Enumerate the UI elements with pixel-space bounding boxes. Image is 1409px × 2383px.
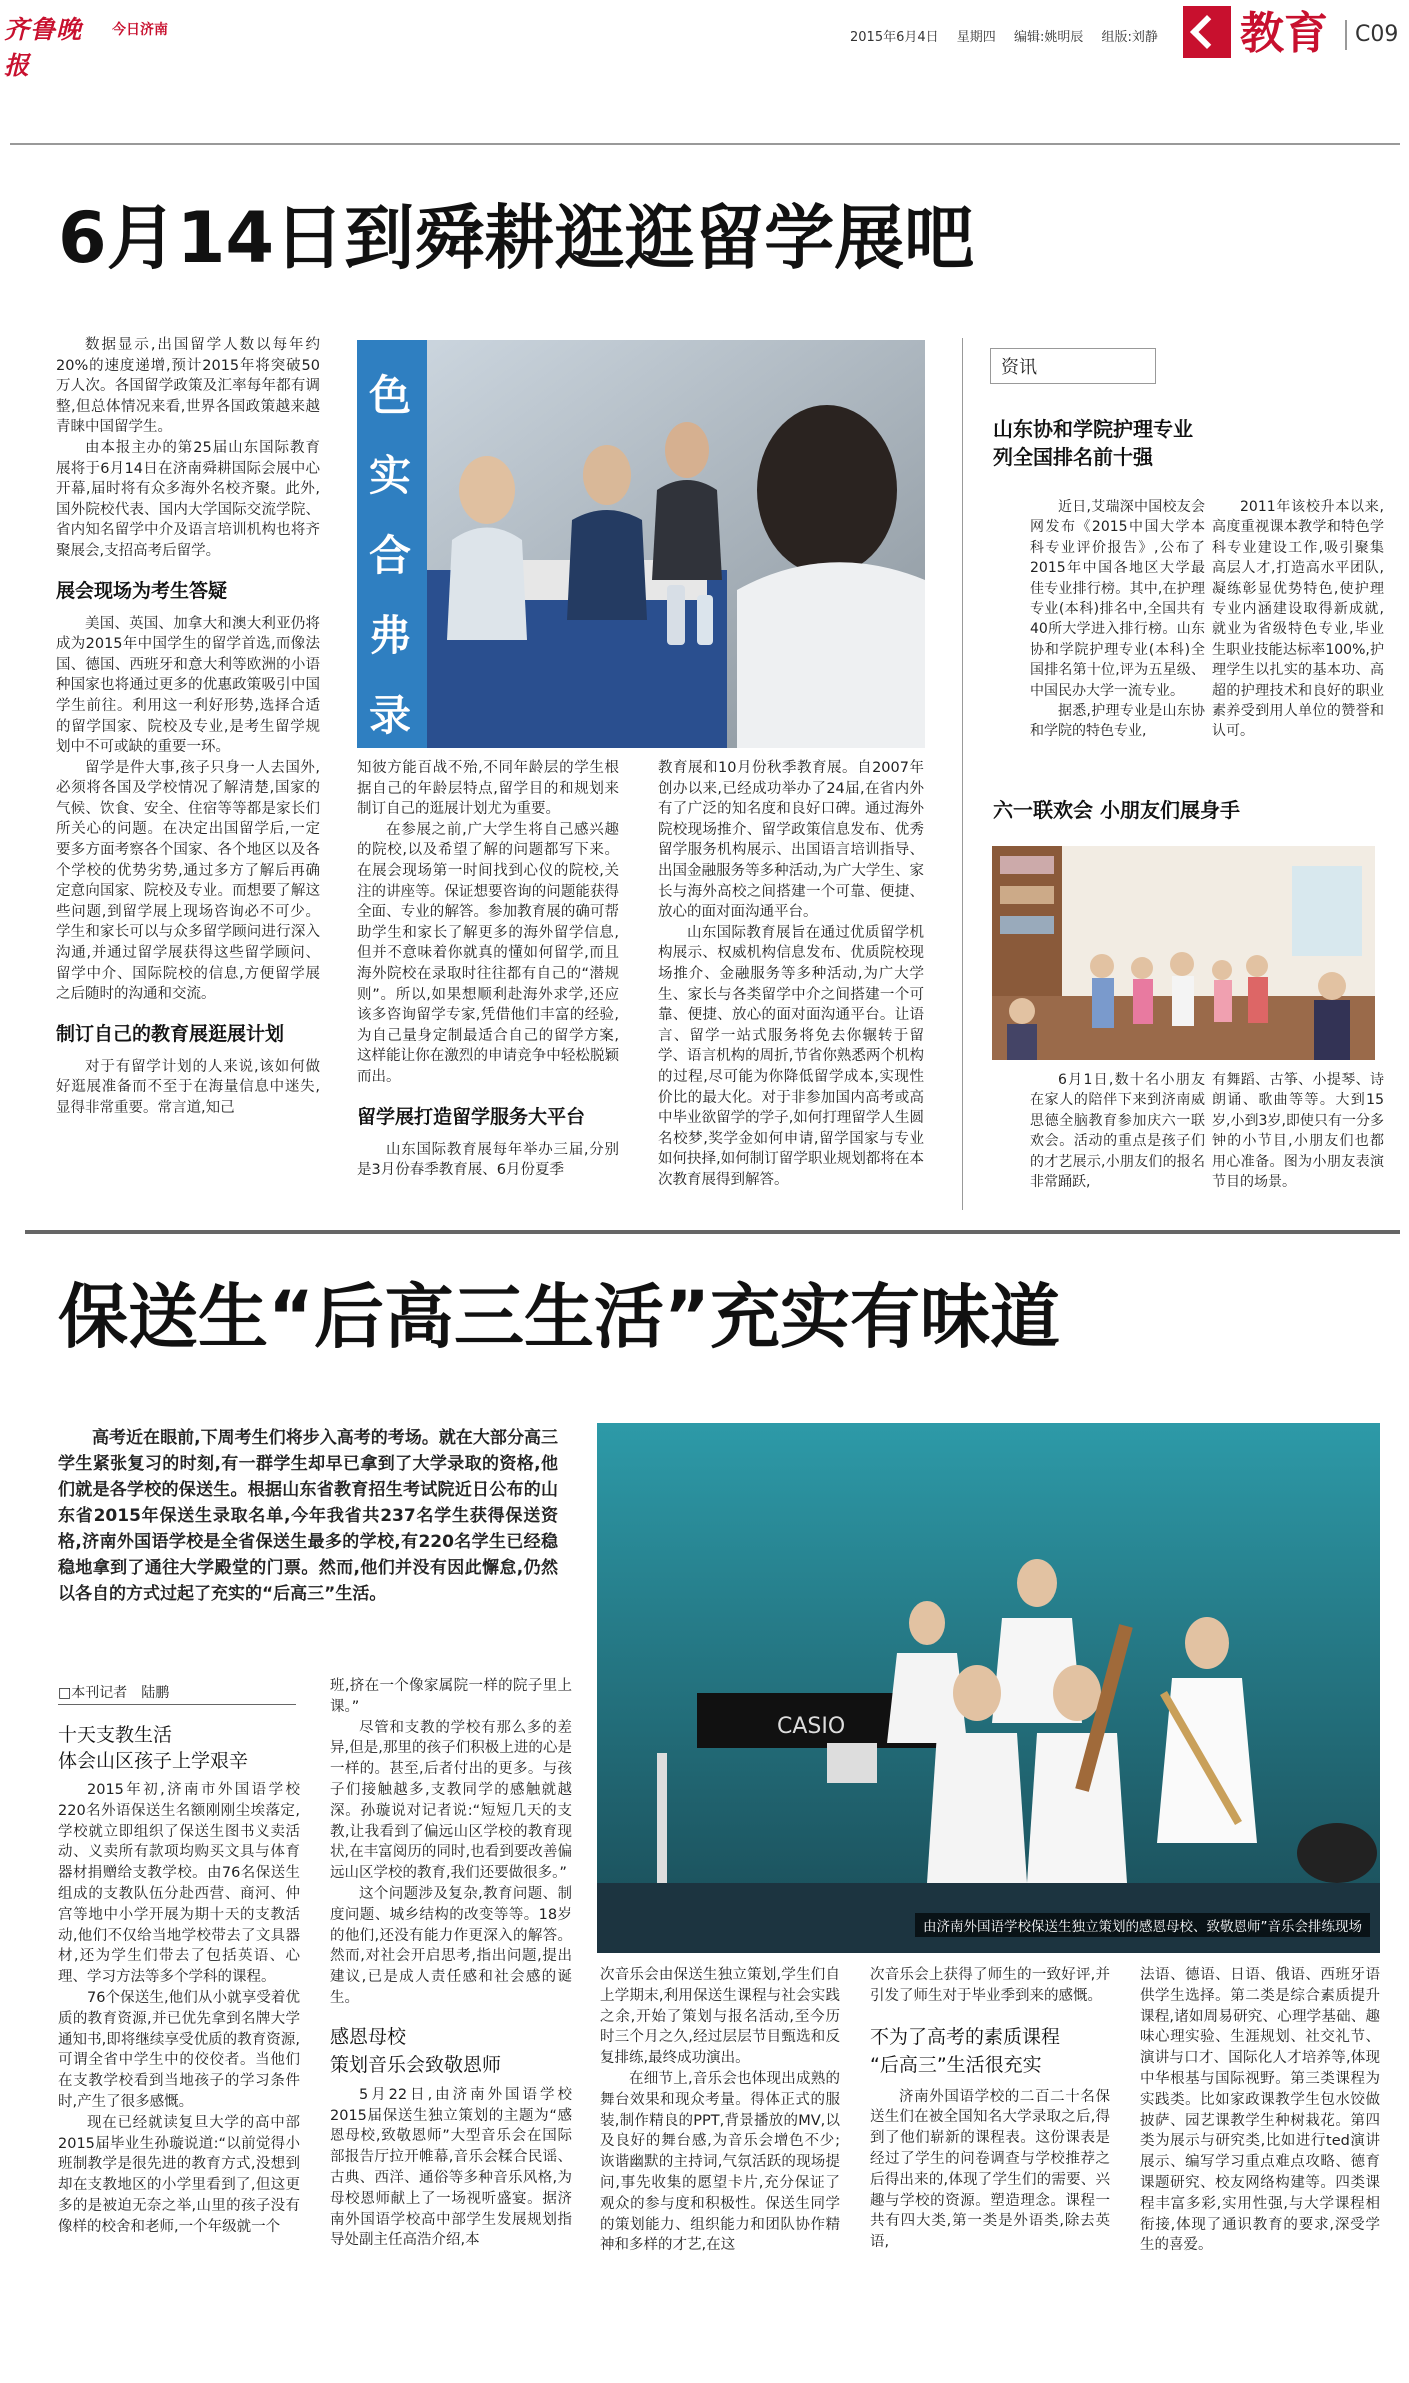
paragraph: 有舞蹈、古筝、小提琴、诗朗诵、歌曲等等。大到15岁,小到3岁,即使只有一分多钟的小节目,小朋友们也都用心准备。图为小朋友表演节目的场景。	[1212, 1072, 1384, 1191]
article2-intro	[58, 1425, 558, 1607]
subheading: 留学展打造留学服务大平台	[357, 1105, 586, 1128]
article1-headline: 6月14日到舜耕逛逛留学展吧	[58, 197, 975, 279]
subheading-line: 感恩母校	[330, 2025, 407, 2048]
subheading	[58, 1722, 300, 1774]
paragraph: 山东国际教育展旨在通过优质留学机构展示、权威机构信息发布、优质院校现场推介、金融服务等多种活动,为广大学生、家长与各类留学中介之间搭建一个可靠、便捷、放心的面对面沟通平台。让语言、留学一站式服务将免去你辗转于留学、语言机构的周折,节省你熟悉两个机构的过程,尽可能为你降低留学成本,实现性价比的最大化。对于非参加国内高考或高中毕业欲留学的学子,如何打理留学人生圆名校梦,奖学金如何申请,留学国家与专业如何抉择,如何制订留学职业规划都将在本次教育展得到解答。	[658, 924, 924, 1188]
svg-text:弗: 弗	[369, 611, 412, 660]
issue-date: 2015年6月4日	[850, 30, 939, 45]
paragraph: 数据显示,出国留学人数以每年约20%的速度递增,预计2015年将突破50万人次。各国留学政策及汇率每年都有调整,但总体情况来看,世界各国政策越来越青睐中国留学生。	[56, 337, 320, 436]
article2-column-2	[330, 1676, 572, 2251]
subheading-line: 不为了高考的素质课程	[870, 2025, 1061, 2048]
section-divider	[25, 1230, 1400, 1234]
news2-column-2	[1212, 1070, 1384, 1192]
paragraph: 5月22日,由济南外国语学校2015届保送生独立策划的主题为“感恩母校,致敬恩师”大型音乐会在国际部报告厅拉开帷幕,音乐会糅合民谣、古典、西洋、通俗等多种音乐风格,为母校恩师献上了一场视听盛宴。据济南外国语学校高中部学生发展规划指导处副主任高浩介绍,本	[330, 2086, 572, 2249]
news-label: 资讯	[990, 348, 1156, 384]
paragraph: 在细节上,音乐会也体现出成熟的舞台效果和现众考量。得体正式的服装,制作精良的PPT,背景播放的MV,以及良好的舞台感,为音乐会增色不少;诙谐幽默的主持词,气氛活跃的现场提问,事先收集的愿望卡片,充分保证了观众的参与度和积极性。保送生同学的策划能力、组织能力和团队协作精神和多样的才艺,在这	[600, 2070, 840, 2254]
subheading	[330, 2023, 572, 2079]
subheading-line: 体会山区孩子上学艰辛	[58, 1750, 249, 1772]
paragraph: 76个保送生,他们从小就享受着优质的教育资源,并已优先拿到名牌大学通知书,即将继续享受优质的教育资源,可谓全省中学生中的佼佼者。当他们在支教学校看到当地孩子的学习条件时,产生了很多感慨。	[58, 1989, 300, 2110]
paragraph: 这个问题涉及复杂,教育问题、制度问题、城乡结构的改变等等。18岁的他们,还没有能力作更深入的解答。然而,对社会开启思考,指出问题,提出建议,已是成人责任感和社会感的诞生。	[330, 1885, 572, 2006]
article1-column-1	[56, 335, 320, 1119]
issue-weekday: 星期四	[956, 30, 996, 45]
byline: □本刊记者 陆鹏	[58, 1682, 296, 1705]
section-arrow-icon	[1183, 6, 1231, 58]
children-party-illustration	[992, 846, 1375, 1060]
paragraph: 次音乐会上获得了师生的一致好评,并引发了师生对于毕业季到来的感慨。	[870, 1967, 1110, 2004]
svg-text:实: 实	[369, 451, 412, 500]
subheading: 制订自己的教育展逛展计划	[56, 1022, 285, 1045]
article1-column-2	[357, 758, 619, 1181]
education-fair-photo	[357, 340, 925, 748]
paragraph: 对于有留学计划的人来说,该如何做好逛展准备而不至于在海量信息中迷失,显得非常重要。常言道,知己	[56, 1058, 320, 1116]
news1-column-1	[1030, 497, 1205, 742]
paragraph: 美国、英国、加拿大和澳大利亚仍将成为2015年中国学生的留学首选,而像法国、德国、西班牙和意大利等欧洲的小语种国家也将通过更多的优惠政策吸引中国学生前往。利用这一利好形势,选择合适的留学国家、院校及专业,是考生留学规划中不可或缺的重要一环。	[56, 615, 320, 756]
header-divider	[10, 143, 1400, 145]
paragraph: 据悉,护理专业是山东协和学院的特色专业,	[1030, 703, 1205, 740]
news2-column-1	[1030, 1070, 1205, 1192]
newspaper-logo: 齐鲁晚报	[4, 15, 83, 80]
photo-caption: 由济南外国语学校保送生独立策划的感恩母校、致敬恩师”音乐会排练现场	[915, 1913, 1370, 1937]
concert-illustration	[597, 1423, 1380, 1953]
paragraph: 次音乐会由保送生独立策划,学生们自上学期末,利用保送生课程与社会实践之余,开始了策划与报名活动,至今历时三个月之久,经过层层节目甄选和反复排练,最终成功演出。	[600, 1967, 840, 2067]
news1-title-line: 山东协和学院护理专业	[993, 417, 1193, 441]
children-party-photo	[992, 846, 1375, 1060]
intro-paragraph: 高考近在眼前,下周考生们将步入高考的考场。就在大部分高三学生紧张复习的时刻,有一群学生却早已拿到了大学录取的资格,他们就是各学校的保送生。根据山东省教育招生考试院近日公布的山东省2015年保送生录取名单,今年我省共237名学生获得保送资格,济南外国语学校是全省保送生最多的学校,有220名学生已经稳稳地拿到了通往大学殿堂的门票。然而,他们并没有因此懈怠,仍然以各自的方式过起了充实的“后高三”生活。	[58, 1428, 558, 1604]
paragraph: 近日,艾瑞深中国校友会网发布《2015中国大学本科专业评价报告》,公布了2015年中国各地区大学最佳专业排行榜。其中,在护理专业(本科)排名中,全国共有40所大学进入排行榜。山东协和学院护理专业(本科)全国排名第十位,评为五星级、中国民办大学一流专业。	[1030, 499, 1205, 699]
paragraph: 教育展和10月份秋季教育展。自2007年创办以来,已经成功举办了24届,在省内外有了广泛的知名度和良好口碑。通过海外院校现场推介、留学政策信息发布、优秀留学服务机构展示、出国语言培训指导、出国金融服务等多种活动,为广大学生、家长与海外高校之间搭建一个可靠、便捷、放心的面对面沟通平台。	[658, 760, 924, 921]
news1-title	[993, 415, 1353, 471]
subheading: 展会现场为考生答疑	[56, 579, 228, 602]
paragraph: 留学是件大事,孩子只身一人去国外,必须将各国及学校情况了解清楚,国家的气候、饮食、安全、住宿等等都是家长们所关心的问题。在决定出国留学后,一定要多方面考察各个国家、各个地区以及各个学校的优势劣势,通过多方了解后再确定意向国家、院校及专业。而想要了解这些问题,到留学展上现场咨询必不可少。学生和家长可以与众多留学顾问进行深入沟通,并通过留学展获得这些留学顾问、留学中介、国际院校的信息,方便留学展之后随时的沟通和交流。	[56, 759, 320, 1003]
subheading	[870, 2023, 1110, 2079]
paragraph: 济南外国语学校的二百二十名保送生们在被全国知名大学录取之后,得到了他们崭新的课程表。这份课表是经过了学生的问卷调查与学校推荐之后得出来的,体现了学生们的需要、兴趣与学校的资源。塑造理念。课程一共有四大类,第一类是外语类,除去英语,	[870, 2088, 1110, 2251]
paragraph: 知彼方能百战不殆,不同年龄层的学生根据自己的年龄层特点,留学目的和规划来制订自己的逛展计划尤为重要。	[357, 760, 619, 818]
paragraph: 由本报主办的第25届山东国际教育展将于6月14日在济南舜耕国际会展中心开幕,届时将有众多海外名校齐聚。此外,国外院校代表、国内大学国际交流学院、省内知名留学中介及语言培训机构也将齐聚展会,支招高考后留学。	[56, 439, 320, 559]
page-number: C09	[1345, 20, 1398, 50]
paragraph: 2015年初,济南市外国语学校220名外语保送生名额刚刚尘埃落定,学校就立即组织了保送生图书义卖活动、义卖所有款项均购买文具与体育器材捐赠给支教学校。由76名保送生组成的支教队伍分赴西营、商河、仲宫等地中小学开展为期十天的支教活动,他们不仅给当地学校带去了文具器材,还为学生们带去了包括英语、心理、学习方法等多个学科的课程。	[58, 1782, 300, 1986]
sidebar-vertical-rule	[962, 338, 963, 1210]
paragraph: 2011年该校升本以来,高度重视课本教学和特色学科专业建设工作,吸引聚集高层人才,打造高水平团队,凝练彰显优势特色,使护理专业内涵建设取得新成就,就业为省级特色专业,毕业生职业技能达标率100%,护理学生以扎实的基本功、高超的护理技术和良好的职业素养受到用人单位的赞誉和认可。	[1212, 499, 1384, 740]
paragraph: 在参展之前,广大学生将自己感兴趣的院校,以及希望了解的问题都写下来。在展会现场第一时间找到心仪的院校,关注的讲座等。保证想要咨询的问题能获得全面、专业的解答。参加教育展的确可帮助学生和家长了解更多的海外留学信息,但并不意味着你就真的懂如何留学,而且海外院校在录取时往往都有自己的“潜规则”。所以,如果想顺利赴海外求学,还应该多咨询留学专家,凭借他们丰富的经验,为自己量身定制最适合自己的留学方案,这样能让你在激烈的申请竞争中轻松脱颖而出。	[357, 821, 619, 1085]
paragraph: 现在已经就读复旦大学的高中部2015届毕业生孙璇说道:“以前觉得小班制教学是很先进的教育方式,没想到却在支教地区的小学里看到了,但这更多的是被迫无奈之举,山里的孩子没有像样的校舍和老师,一个年级就一个	[58, 2114, 300, 2235]
svg-text:色: 色	[369, 371, 412, 420]
subheading-line: “后高三”生活很充实	[870, 2053, 1042, 2076]
paragraph: 山东国际教育展每年举办三届,分别是3月份春季教育展、6月份夏季	[357, 1141, 619, 1179]
edition-name: 今日济南	[112, 22, 168, 38]
article2-column-3	[600, 1965, 840, 2256]
article2-headline: 保送生“后高三生活”充实有味道	[58, 1276, 1061, 1358]
article2-column-4	[870, 1965, 1110, 2253]
subheading-line: 十天支教生活	[58, 1724, 173, 1746]
svg-text:合: 合	[369, 531, 412, 580]
news1-title-line: 列全国排名前十强	[993, 445, 1153, 469]
education-fair-illustration	[357, 340, 925, 748]
paragraph: 法语、德语、日语、俄语、西班牙语供学生选择。第二类是综合素质提升课程,诸如周易研究、心理学基础、趣味心理实验、生涯规划、社交礼节、演讲与口才、国际化人才培养等,体现中华根基与国际视野。第三类课程为实践类。比如家政课教学生包水饺做披萨、园艺课教学生种树栽花。第四类为展示与研究类,比如进行ted演讲展示、编写学习重点难点攻略、德育课题研究、校友网络构建等。四类课程丰富多彩,实用性强,与大学课程相衔接,体现了通识教育的要求,深受学生的喜爱。	[1140, 1967, 1380, 2254]
layout-credit: 组版:刘静	[1101, 30, 1158, 45]
paragraph: 班,挤在一个像家属院一样的院子里上课。”	[330, 1678, 572, 1715]
svg-text:CASIO: CASIO	[777, 1714, 846, 1739]
subheading-line: 策划音乐会致敬恩师	[330, 2053, 502, 2076]
article2-column-5	[1140, 1965, 1380, 2256]
article2-column-1	[58, 1722, 300, 2238]
section-title: 教育	[1240, 8, 1328, 59]
news2-title: 六一联欢会 小朋友们展身手	[993, 798, 1240, 822]
svg-text:录: 录	[369, 691, 412, 740]
article1-column-3	[658, 758, 924, 1190]
paragraph: 尽管和支教的学校有那么多的差异,但是,那里的孩子们积极上进的心是一样的。甚至,后者付出的更多。与孩子们接触越多,支教同学的感触就越深。孙璇说对记者说:“短短几天的支教,让我看到了偏远山区学校的教育现状,在丰富阅历的同时,也看到要改善偏远山区学校的教育,我们还要做很多。”	[330, 1719, 572, 1882]
issue-meta	[850, 26, 1172, 45]
news1-column-2	[1212, 497, 1384, 742]
concert-rehearsal-photo	[597, 1423, 1380, 1953]
paragraph: 6月1日,数十名小朋友在家人的陪伴下来到济南威思德全脑教育参加庆六一联欢会。活动的重点是孩子们的才艺展示,小朋友们的报名非常踊跃,	[1030, 1072, 1205, 1191]
editor-credit: 编辑:姚明辰	[1013, 30, 1084, 45]
